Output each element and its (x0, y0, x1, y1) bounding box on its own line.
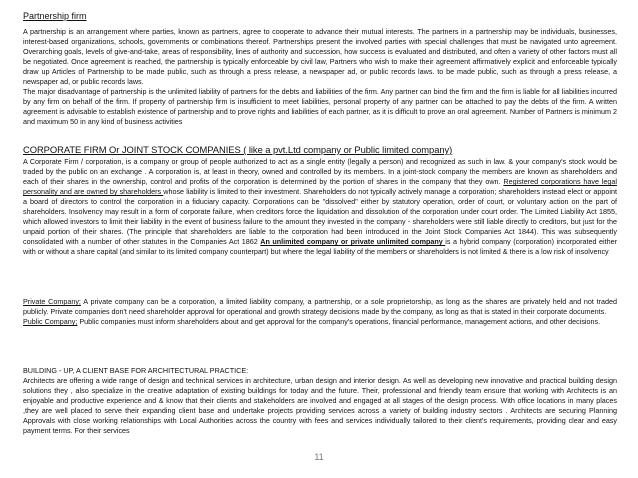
building-client-base-section (23, 366, 617, 436)
partnership-heading: Partnership firm (23, 11, 87, 21)
public-company-label: Public Company; (23, 317, 78, 327)
unlimited-company-highlight: An unlimited company or private unlimited company (260, 237, 446, 247)
page-number: 11 (314, 452, 324, 462)
corporate-paragraph (23, 157, 617, 257)
building-heading: BUILDING - UP, A CLIENT BASE FOR ARCHITECTURAL PRACTICE: (23, 366, 249, 375)
corporate-section (23, 157, 617, 257)
partnership-paragraph-1: A partnership is an arrangement where parties, known as partners, agree to cooperate to advance their mutual interests. The partners in a partnership may be individuals, businesses, interest-based organizations, schools, governments or combinations thereof. Partnerships present the involved parties with special challenges that must be navigated unto agreement. Overarching goals, levels of give-and-take, areas of responsibility, lines of authority and succession, how success is evaluated and distributed, and often a variety of other factors must all be negotiated. Once agreement is reached, the partnership is typically enforceable by civil law, Partners who wish to make their agreement affirmatively explicit and enforceable typically draw up Articles of Partnership to be made public, such as through a press release, a newspaper ad, or public records laws. to be made public, such as through a press release, a newspaper ad, or public records laws. (23, 27, 617, 87)
building-paragraph: Architects are offering a wide range of design and technical services in architecture, urban design and interior design. As well as developing new innovative and practical building design solutions they , also specialize in the creative adaptation of existing buildings for today and the future. Their, professional and friendly team ensure that working with Architects is an enjoyable and productive experience and & know that their clients and stakeholders are involved and engaged at all stages of the design process. With office locations in many places ,they are well placed to serve their expanding client base and undertake projects providing services across a variety of building industry sectors . Architects are securing Planning Approvals with close working relationships with Local Authorities across the country with fees and services individually tailored to their client's requirements, providing clear and easy payment terms. For their services (23, 376, 617, 436)
private-company-text: A private company can be a corporation, a limited liability company, a partnership, or a sole proprietorship, as long as the shares are privately held and not traded publicly. Private companies don't need shareholder approval for operational and growth strategy decisions made by the company, as long as that is stated in their corporate documents. (23, 297, 618, 317)
corporate-heading: CORPORATE FIRM Or JOINT STOCK COMPANIES ( like a pvt.Ltd company or Public limited company) (23, 144, 453, 155)
public-company-text: Public companies must inform shareholders about and get approval for the company's operations, financial performance, management actions, and other decisions. (77, 317, 601, 327)
company-types-section (23, 297, 617, 327)
private-company-paragraph (23, 297, 617, 317)
public-company-paragraph (23, 317, 617, 327)
partnership-section (23, 27, 617, 127)
corporate-text-b: whose liability is limited to their investment. Shareholders do not typically actively manage a corporation; shareholders instead elect or appoint a board of directors to control the corporation in a fiduciary capacity. Corporations can be "dissolved" either by statutory operation, order of court, or voluntary action on the part of shareholders. Insolvency may result in a form of corporate failure, when creditors force the liquidation and dissolution of the corporation under court order. The Limited Liability Act 1855, which allowed investors to limit their liability in the event of business failure to the amount they invested in the company - shareholders were still liable directly to creditors, but just for the unpaid portion of their shares. (The principle that shareholders are liable to the corporation had been introduced in the Joint Stock Companies Act 1844). This was subsequently consolidated with a number of other statutes in the Companies Act 1862 (23, 187, 617, 247)
corporate-text-a: A Corporate Firm / corporation, is a company or group of people authorized to act as a single entity (legally a person) and recognized as such in law. & your company's stock would be traded by the public on an exchange . A corporation is, at least in theory, owned and controlled by its members. In a joint-stock company the members are known as shareholders and each of their shares in the ownership, control and profits of the corporation is determined by the portion of shares in the company that they own. (23, 157, 617, 187)
corporate-text-c: is a hybrid company (corporation) incorporated either with or without a share capital (and similar to its limited company counterpart) but where the legal liability of the members or shareholders is not limited & there is a low risk of insolvency (23, 237, 618, 257)
partnership-paragraph-2: The major disadvantage of partnership is the unlimited liability of partners for the debts and liabilities of the firm. Any partner can bind the firm and the firm is liable for all liabilities incurred by any firm on behalf of the firm. If property of partnership firm is insufficient to meet liabilities, personal property of any partner can be attached to pay the debts of the firm. A written agreement is advisable to establish existence of partnership and to prove rights and liabilities of each partner, as it is difficult to prove an oral agreement. Number of Partners is minimum 2 and maximum 50 in any kind of business activities (23, 87, 617, 127)
registered-corporations-underlined: Registered corporations have legal personality and are owned by shareholders (23, 177, 617, 197)
private-company-label: Private Company; (23, 297, 81, 306)
